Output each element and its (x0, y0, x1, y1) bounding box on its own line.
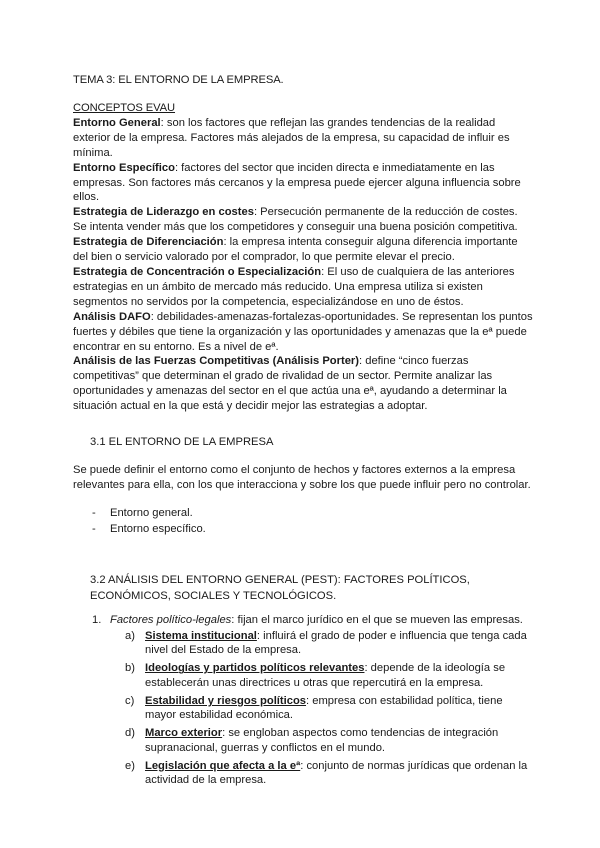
sub-item-text: : empresa con estabilidad política, tiene mayor estabilidad económica. (145, 694, 503, 722)
concept-term: Estrategia de Liderazgo en costes (73, 206, 254, 219)
sub-item (125, 726, 535, 755)
concept-term: Entorno General (73, 116, 161, 129)
dash-marker: - (92, 523, 96, 535)
sub-item (125, 694, 535, 723)
section-2-heading: 3.2 ANÁLISIS DEL ENTORNO GENERAL (PEST): FACTORES POLÍTICOS, ECONÓMICOS, SOCIALES Y TECNOLÓGICOS. (90, 574, 470, 602)
political-factors-list (125, 629, 535, 791)
sub-item-term: Sistema institucional (145, 630, 257, 642)
concept-text: : la empresa intenta conseguir alguna diferencia importante del bien o servicio valorado por el comprador, lo que permite elevar el precio. (73, 236, 518, 264)
concepts-heading: CONCEPTOS EVAU (73, 102, 176, 114)
sub-item-text: : depende de la ideología se establecerán unas directrices u otras que repercutirá en la empresa. (145, 662, 506, 689)
concept-item (73, 116, 533, 161)
list-item-text: Entorno específico. (110, 523, 206, 535)
list-item (92, 521, 206, 537)
factor-title: Factores político-legales (110, 614, 232, 626)
sub-item-letter: b) (125, 662, 135, 675)
sub-item (125, 661, 535, 690)
sub-item-letter: e) (125, 759, 135, 772)
section-1-intro: Se puede definir el entorno como el conjunto de hechos y factores externos a la empresa relevantes para ella, con los que interacciona y sobre los que puede influir pero no controlar. (73, 464, 531, 492)
sub-item-letter: a) (125, 630, 135, 642)
list-item-text: Entorno general. (110, 507, 193, 519)
concept-item (73, 265, 533, 310)
concept-text: : son los factores que reflejan las grandes tendencias de la realidad exterior de la empresa. Factores más alejados de la empresa, su capacidad de influir es mínima. (73, 116, 510, 159)
concept-item (73, 235, 533, 265)
concept-text: : debilidades-amenazas-fortalezas-oportunidades. Se representan los puntos fuertes y débiles que tiene la organización y las oportunidades y amenazas que la eª puede encontrar en su entorno. Es a nivel de eª. (73, 310, 533, 353)
entorno-list (92, 505, 206, 537)
concept-term: Estrategia de Concentración o Especialización (73, 265, 322, 278)
sub-item-letter: d) (125, 727, 135, 740)
concept-text: : define “cinco fuerzas competitivas” que determinan el grado de rivalidad de un sector. Permite analizar las oportunidades y amenazas del sector en el que actúa una eª, ayudando a determinar la situación actual en la que está y decidir mejor las estrategias a adoptar. (73, 355, 507, 413)
sub-item (125, 629, 535, 658)
sub-item-term: Ideologías y partidos políticos relevantes (145, 662, 365, 675)
concept-text: : Persecución permanente de la reducción de costes. Se intenta vender más que los competidores y conseguir una buena posición competitiva. (73, 206, 518, 234)
sub-item-text: : se engloban aspectos como tendencias de integración supranacional, guerras y conflictos en el mundo. (145, 727, 499, 754)
sub-item-letter: c) (125, 694, 135, 707)
concept-item (73, 354, 533, 414)
sub-item-term: Legislación que afecta a la eª (145, 759, 301, 772)
concept-term: Estrategia de Diferenciación (73, 236, 224, 249)
sub-item-term: Estabilidad y riesgos políticos (145, 694, 307, 707)
sub-item-text: : influirá el grado de poder e influencia que tenga cada nivel del Estado de la empresa. (145, 630, 527, 657)
factor-number: 1. (92, 614, 102, 626)
concept-term: Análisis DAFO (73, 310, 151, 323)
concept-item (73, 205, 533, 235)
concept-term: Análisis de las Fuerzas Competitivas (Análisis Porter) (73, 355, 359, 368)
sub-item-term: Marco exterior (145, 727, 223, 740)
concept-term: Entorno Específico (73, 161, 175, 174)
factor-body (110, 614, 523, 626)
concept-text: : El uso de cualquiera de las anteriores estrategias en un ámbito de mercado más reducido. Una empresa utiliza si existen segmentos no servidos por la competencia, especializándose en uno de éstos. (73, 265, 515, 308)
section-1-heading: 3.1 EL ENTORNO DE LA EMPRESA (90, 436, 274, 448)
factor-text: : fijan el marco jurídico en el que se mueven las empresas. (231, 614, 523, 626)
document-title: TEMA 3: EL ENTORNO DE LA EMPRESA. (73, 74, 284, 86)
sub-item-text: : conjunto de normas jurídicas que ordenan la actividad de la empresa. (145, 759, 528, 787)
list-item (92, 505, 206, 521)
concept-item (73, 310, 533, 355)
dash-marker: - (92, 507, 96, 519)
sub-item (125, 759, 535, 788)
concept-text: : factores del sector que inciden directa e inmediatamente en las empresas. Son factores más cercanos y la empresa puede ejercer alguna influencia sobre ellos. (73, 161, 521, 204)
concept-item (73, 161, 533, 206)
concepts-section (73, 101, 533, 414)
